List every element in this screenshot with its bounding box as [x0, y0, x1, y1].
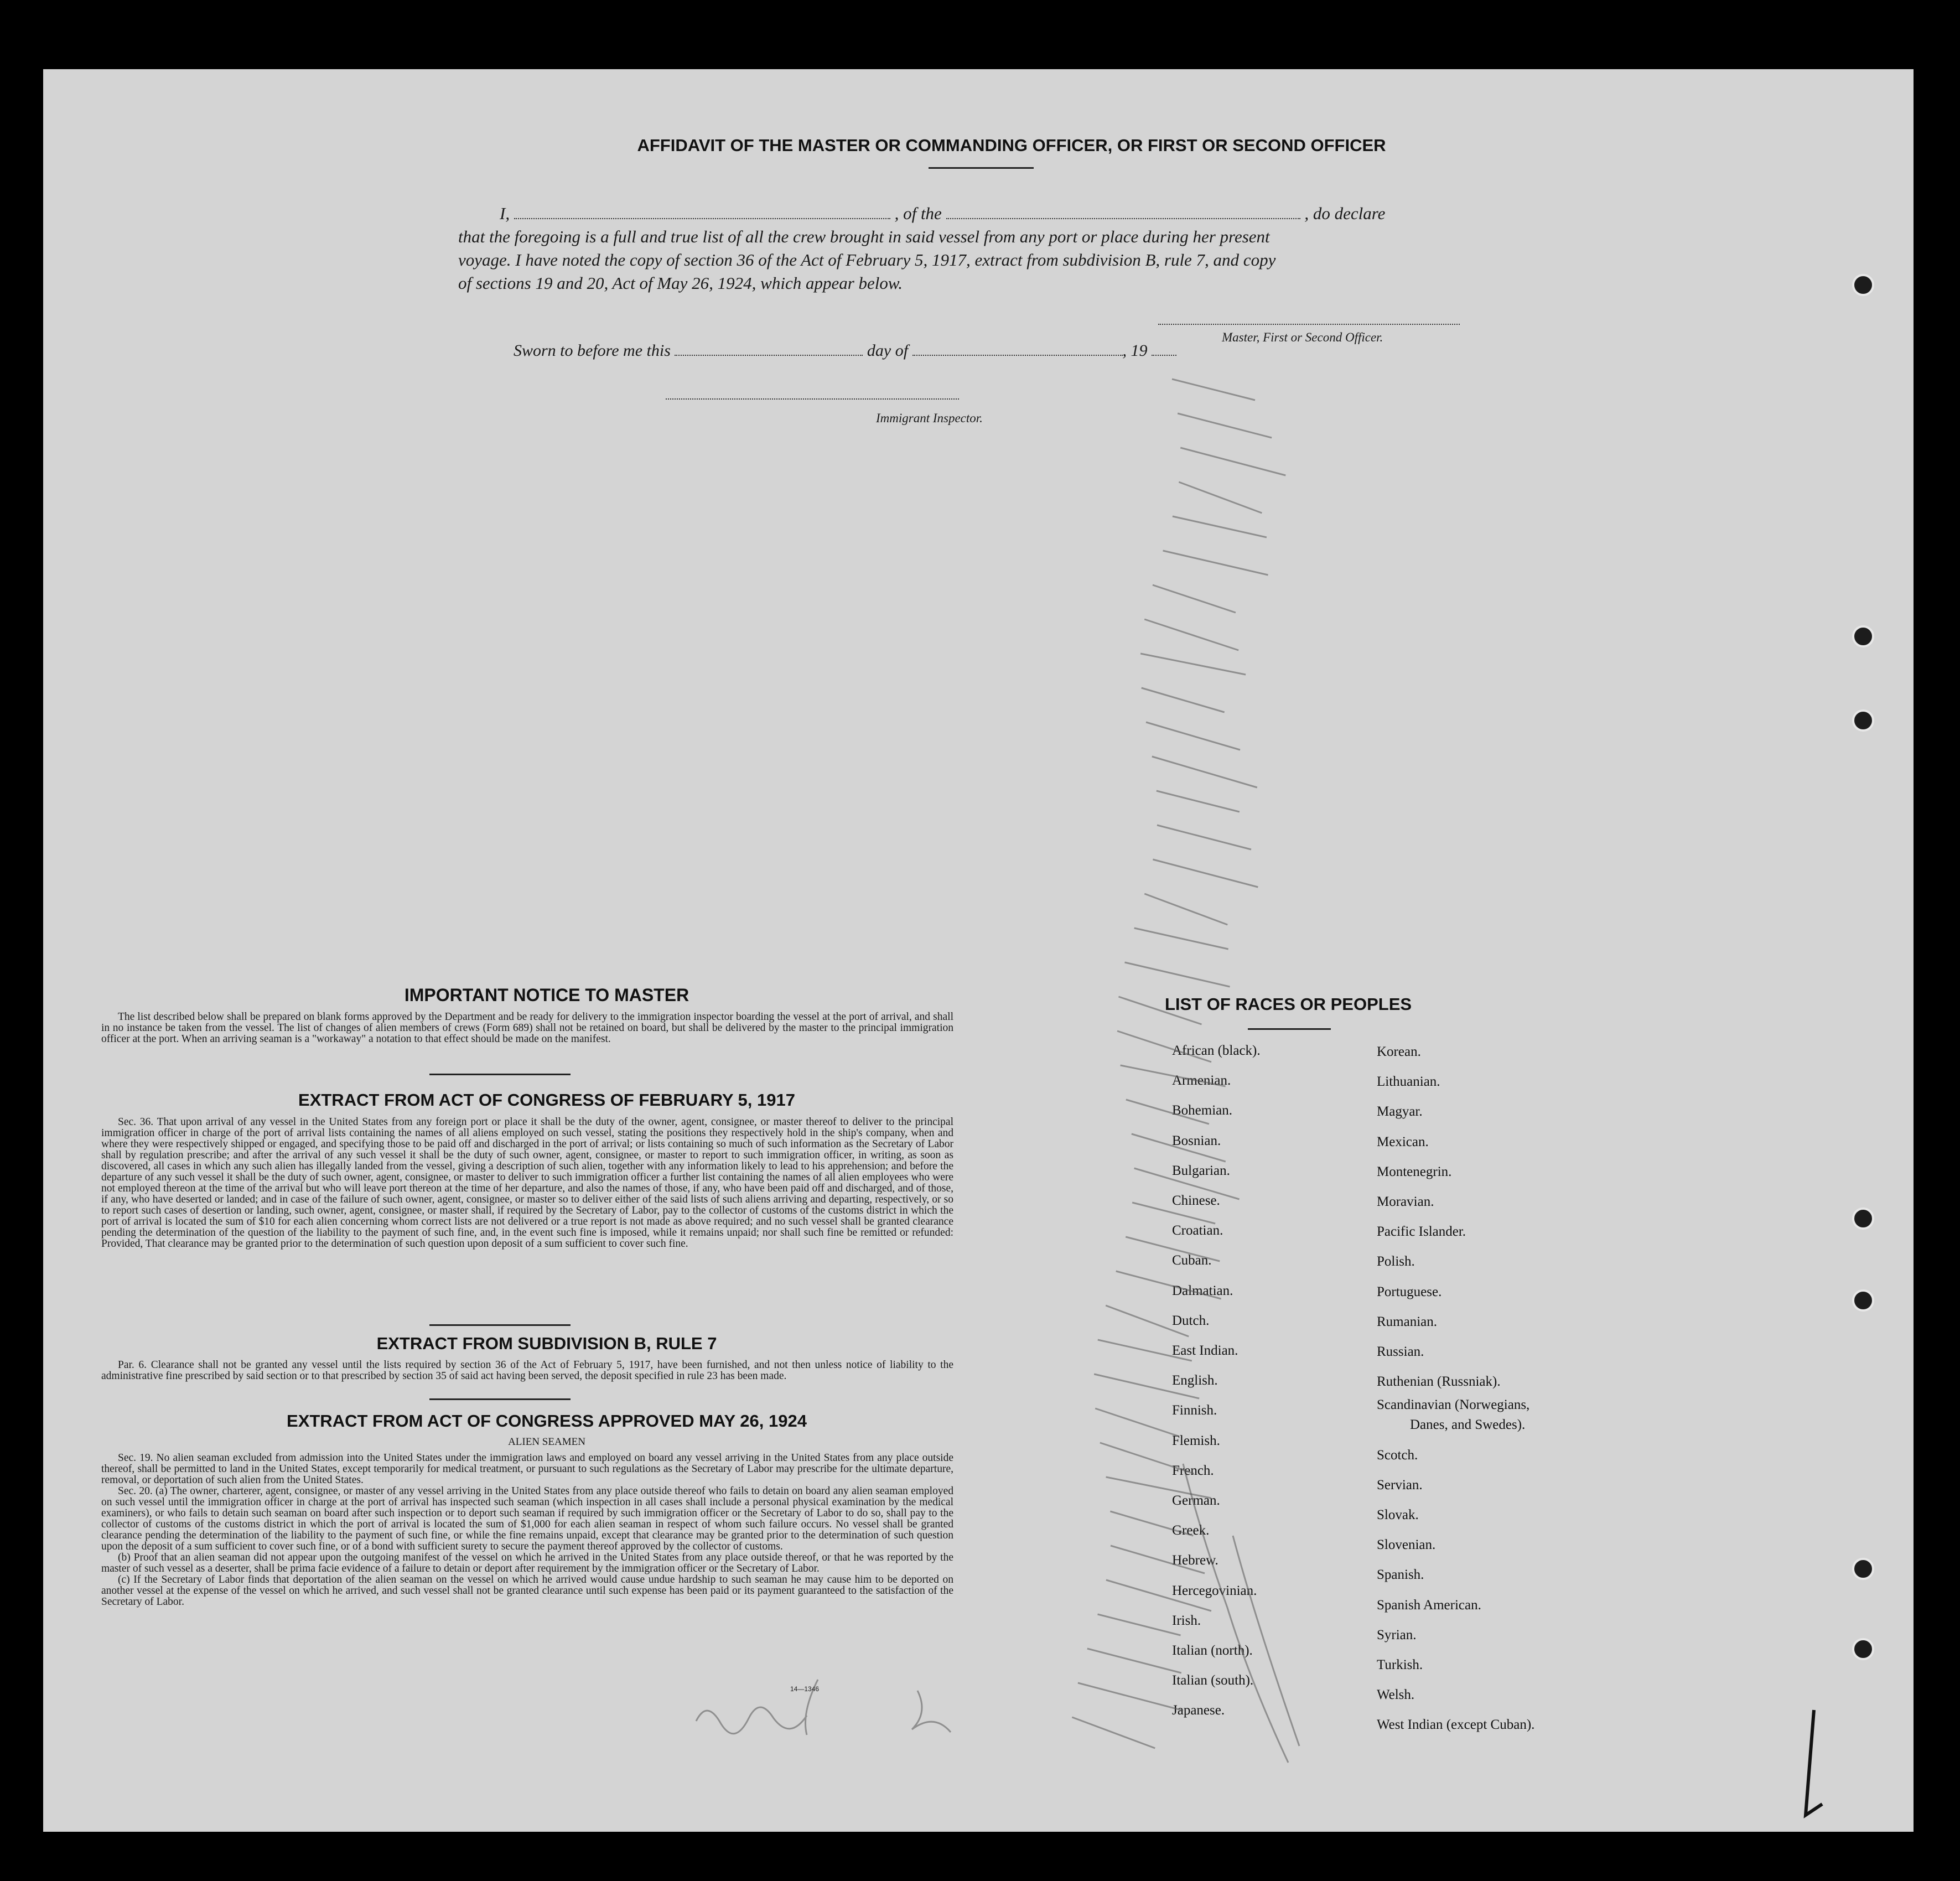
master-signature-label: Master, First or Second Officer.: [1222, 330, 1383, 344]
tally-stroke: [1180, 448, 1285, 475]
declaration-line-2: that the foregoing is a full and true list of all the crew brought in said vessel from any port or place during her present: [458, 227, 1270, 246]
race-item: Dutch.: [1172, 1313, 1210, 1328]
tally-stroke: [1140, 654, 1246, 675]
race-item: Croatian.: [1172, 1223, 1223, 1239]
race-item: Welsh.: [1377, 1687, 1415, 1703]
race-item: African (black).: [1172, 1043, 1261, 1058]
declaration-i: I,: [500, 204, 510, 223]
race-item: Finnish.: [1172, 1403, 1217, 1418]
tally-stroke: [1172, 379, 1255, 400]
race-item: Bulgarian.: [1172, 1163, 1230, 1178]
declaration-of-the: , of the: [894, 204, 942, 223]
master-signature-line[interactable]: [1158, 324, 1460, 325]
race-item: West Indian (except Cuban).: [1377, 1717, 1535, 1733]
section-36-paragraph: Sec. 36. That upon arrival of any vessel in the United States from any foreign port or place it shall be the duty of the owner, agent, consignee, or master thereof to deliver to the principal immigration officer in charge of the port of arrival lists containing the names of all aliens employed on such vessel, stating the positions they respectively hold in the ship's company, when and where they were respectively shipped or engaged, and specifying those to be paid off and discharged in the port of arrival; or lists containing so much of such information as the Secretary of Labor shall by regulation prescribe; and after the arrival of any such vessel it shall be the duty of such owner, agent, consignee, or master to report to such immigration officer, in writing, as soon as discovered, all cases in which any such alien has illegally landed from the vessel, giving a description of such alien, together with any information likely to lead to his apprehension; and before the departure of any such vessel it shall be the duty of such owner, agent, consignee, or master to deliver to such immigration officer a further list containing the names of all alien employees who were not employed thereon at the time of the arrival but who will leave port thereon at the time of her departure, and also the names of those, if any, who have been paid off and discharged, and of those, if any, who have deserted or landed; and in case of the failure of such owner, agent, consignee, or master so to deliver either of the said lists of such aliens arriving and departing, respectively, or so to report such cases of desertion or landing, such owner, agent, consignee, or master shall, if required by the Secretary of Labor, pay to the collector of customs of the customs district in which the port of arrival is located the sum of $10 for each alien concerning whom correct lists are not delivered or a true report is not made as above required; and no such vessel shall be granted clearance pending the determination of the question of the liability to the payment of such fine, and, in the event such fine is imposed, while it remains unpaid; nor shall such fine be remitted or refunded: Provided, That clearance may be granted prior to the determination of such question upon deposit of a sum sufficient to cover such fine.: [101, 1116, 953, 1250]
affidavit-declaration: [458, 202, 1543, 295]
race-item: Rumanian.: [1377, 1314, 1438, 1329]
race-item: Hercegovinian.: [1172, 1583, 1257, 1598]
notice-title: IMPORTANT NOTICE TO MASTER: [404, 985, 689, 1005]
race-item: Polish.: [1377, 1254, 1415, 1269]
tally-stroke: [1146, 722, 1240, 750]
sworn-line: [514, 341, 1176, 360]
sec-19-paragraph: Sec. 19. No alien seaman excluded from admission into the United States under the immigration laws and employed on board any vessel arriving in the United States from any place outside thereof, shall be permitted to land in the United States, except temporarily for medical treatment, or pursuant to such regulations as the Secretary of Labor may prescribe for the ultimate departure, removal, or deportation of such alien from the United States.: [101, 1452, 953, 1486]
race-item: Armenian.: [1172, 1073, 1231, 1089]
extract-1917-text: [101, 1117, 953, 1250]
races-title: LIST OF RACES OR PEOPLES: [1164, 994, 1412, 1014]
day-of-label: day of: [867, 341, 909, 360]
sec-20a-paragraph: Sec. 20. (a) The owner, charterer, agent, consignee, or master of any vessel arriving in the United States from any place outside thereof who fails to detain on board any alien seaman employed on such vessel until the immigration officer in charge at the port of arrival has inspected such seaman (which inspection in all cases shall include a personal physical examination by the medical examiners), or who fails to detain such seaman on board after such inspection or to deport such seaman if required by such immigration officer or the Secretary of Labor to do so, shall pay to the collector of customs of the customs district in which the port of arrival is located the sum of $1,000 for each alien seaman in respect of whom such failure occurs. No vessel shall be granted clearance pending the determination of the liability to the payment of such fine, or while the fine remains unpaid, except that clearance may be granted prior to the determination of such question upon the deposit of a sum sufficient to cover such fine, or of a bond with sufficient surety to secure the payment thereof approved by the collector of customs.: [101, 1485, 953, 1552]
race-item: Cuban.: [1172, 1253, 1212, 1268]
notice-text: [101, 1012, 953, 1045]
handwritten-signature: [696, 1680, 951, 1735]
sec-20c-paragraph: (c) If the Secretary of Labor finds that deportation of the alien seaman on the vessel on which he arrived would cause undue hardship to such seaman he may cause him to be deported on another vessel at the expense of the vessel on which he arrived, and such vessel shall not be granted clearance until such expense has been paid or its payment guaranteed to the satisfaction of the Secretary of Labor.: [101, 1574, 953, 1608]
sworn-year-field[interactable]: [1152, 355, 1176, 356]
race-item: Bohemian.: [1172, 1103, 1233, 1118]
tally-stroke: [1125, 962, 1230, 987]
inspector-signature-line[interactable]: [666, 398, 959, 400]
race-item: Montenegrin.: [1377, 1164, 1452, 1179]
race-item: Mexican.: [1377, 1134, 1429, 1149]
sworn-month-field[interactable]: [912, 355, 1123, 356]
extract-1924-title: EXTRACT FROM ACT OF CONGRESS APPROVED MAY 26, 1924: [287, 1411, 807, 1431]
tally-stroke: [1157, 791, 1240, 812]
race-item: Scandinavian (Norwegians,: [1377, 1397, 1530, 1413]
tally-stroke: [1157, 825, 1251, 849]
race-item: Japanese.: [1172, 1703, 1225, 1718]
tally-stroke: [1087, 1649, 1181, 1673]
tally-stroke: [1072, 1717, 1155, 1748]
race-item: Moravian.: [1377, 1194, 1434, 1209]
notice-paragraph: The list described below shall be prepared on blank forms approved by the Department and be ready for delivery to the immigration inspector boarding the vessel at the port of arrival, and shall in no instance be taken from the vessel. The list of changes of alien members of crews (Form 689) shall not be retained on board, but shall be delivered by the master to the principal immigration officer at the port. When an arriving seaman is a "workaway" a notation to that effect should be made on the manifest.: [101, 1011, 953, 1045]
par-6-paragraph: Par. 6. Clearance shall not be granted any vessel until the lists required by section 36 of the Act of February 5, 1917, have been furnished, and not then unless notice of liability to the administrative fine prescribed by said section or to that prescribed by section 35 of said act having been served, the deposit specified in rule 23 has been made.: [101, 1359, 953, 1382]
race-item: Italian (north).: [1172, 1643, 1253, 1658]
tally-stroke: [1163, 551, 1268, 575]
tally-stroke: [1098, 1614, 1181, 1635]
race-item: Greek.: [1172, 1523, 1210, 1538]
binder-hole: [1852, 1208, 1874, 1230]
tally-stroke: [1153, 585, 1236, 613]
extract-1924-text: [101, 1453, 953, 1608]
race-item: Hebrew.: [1172, 1553, 1218, 1568]
tally-stroke: [1134, 928, 1228, 949]
race-item: English.: [1172, 1373, 1218, 1388]
binder-hole: [1852, 274, 1874, 296]
document-page: [43, 69, 1914, 1832]
race-item: Pacific Islander.: [1377, 1224, 1466, 1240]
race-item: Irish.: [1172, 1613, 1201, 1628]
race-item: Spanish American.: [1377, 1597, 1481, 1613]
tally-stroke: [1178, 413, 1272, 438]
race-item: Syrian.: [1377, 1627, 1417, 1642]
tally-strokes: [1072, 379, 1285, 1748]
race-item: Danes, and Swedes).: [1410, 1417, 1526, 1433]
affidavit-title: AFFIDAVIT OF THE MASTER OR COMMANDING OFFICER, OR FIRST OR SECOND OFFICER: [637, 136, 1386, 155]
race-item: Italian (south).: [1172, 1673, 1254, 1688]
sworn-day-field[interactable]: [675, 355, 863, 356]
race-item: Spanish.: [1377, 1567, 1424, 1583]
race-item: Slovak.: [1377, 1507, 1419, 1522]
binder-hole: [1852, 709, 1874, 732]
binder-hole: [1852, 1289, 1874, 1312]
sworn-label: Sworn to before me this: [514, 341, 671, 360]
tally-stroke: [1179, 482, 1262, 513]
race-item: Servian.: [1377, 1477, 1423, 1493]
race-item: Ruthenian (Russniak).: [1377, 1374, 1501, 1390]
race-item: Slovenian.: [1377, 1537, 1436, 1553]
binder-hole: [1852, 1558, 1874, 1580]
bracket-mark: [1806, 1710, 1822, 1815]
tally-stroke: [1153, 859, 1258, 887]
tally-stroke: [1142, 688, 1225, 712]
race-item: Flemish.: [1172, 1433, 1220, 1448]
race-item: Turkish.: [1377, 1657, 1423, 1672]
notice-rule: [429, 1074, 571, 1075]
race-item: French.: [1172, 1463, 1214, 1478]
tally-stroke: [1173, 516, 1267, 537]
year-label: , 19: [1122, 341, 1148, 360]
form-number: 14—1346: [790, 1685, 820, 1693]
race-item: German.: [1172, 1493, 1220, 1508]
race-item: Korean.: [1377, 1044, 1421, 1059]
binder-hole: [1852, 625, 1874, 647]
extract-1917-title: EXTRACT FROM ACT OF CONGRESS OF FEBRUARY 5, 1917: [298, 1090, 795, 1110]
rule-7-text: [101, 1360, 953, 1382]
tally-stroke: [1095, 1408, 1178, 1436]
sec-20b-paragraph: (b) Proof that an alien seaman did not appear upon the outgoing manifest of the vessel on which he arrived in the United States from any place outside thereof, or that he was reported by the master of such vessel as a deserter, shall be prima facie evidence of a failure to detain or deport after requirement by the immigration officer or the Secretary of Labor.: [101, 1552, 953, 1574]
declaration-line-1: [458, 202, 1543, 225]
binder-hole: [1852, 1638, 1874, 1660]
tally-stroke: [1078, 1683, 1183, 1711]
declaration-line-3: voyage. I have noted the copy of section 36 of the Act of February 5, 1917, extract from subdivision B, rule 7, and copy: [458, 250, 1276, 270]
inspector-signature-label: Immigrant Inspector.: [876, 411, 983, 425]
race-item: Bosnian.: [1172, 1133, 1221, 1148]
alien-seamen-subtitle: ALIEN SEAMEN: [508, 1436, 585, 1448]
race-item: Russian.: [1377, 1344, 1424, 1359]
race-item: Magyar.: [1377, 1104, 1423, 1120]
affidavit-title-rule: [929, 167, 1034, 169]
declarant-name-field[interactable]: [514, 218, 890, 219]
race-item: Dalmatian.: [1172, 1283, 1233, 1298]
race-item: Scotch.: [1377, 1447, 1418, 1463]
tally-stroke: [1144, 894, 1227, 925]
declaration-line-4: of sections 19 and 20, Act of May 26, 1924, which appear below.: [458, 273, 903, 293]
race-item: East Indian.: [1172, 1343, 1238, 1358]
race-item: Chinese.: [1172, 1193, 1220, 1208]
vessel-name-field[interactable]: [946, 218, 1300, 219]
rule-7-rule: [429, 1398, 571, 1400]
races-title-rule: [1248, 1028, 1331, 1030]
rule-7-title: EXTRACT FROM SUBDIVISION B, RULE 7: [376, 1334, 717, 1353]
extract-1917-rule: [429, 1324, 571, 1326]
race-item: Portuguese.: [1377, 1284, 1442, 1299]
tally-stroke: [1144, 619, 1238, 650]
race-item: Lithuanian.: [1377, 1074, 1440, 1090]
tally-stroke: [1152, 756, 1257, 787]
declaration-do-declare: , do declare: [1304, 204, 1386, 223]
